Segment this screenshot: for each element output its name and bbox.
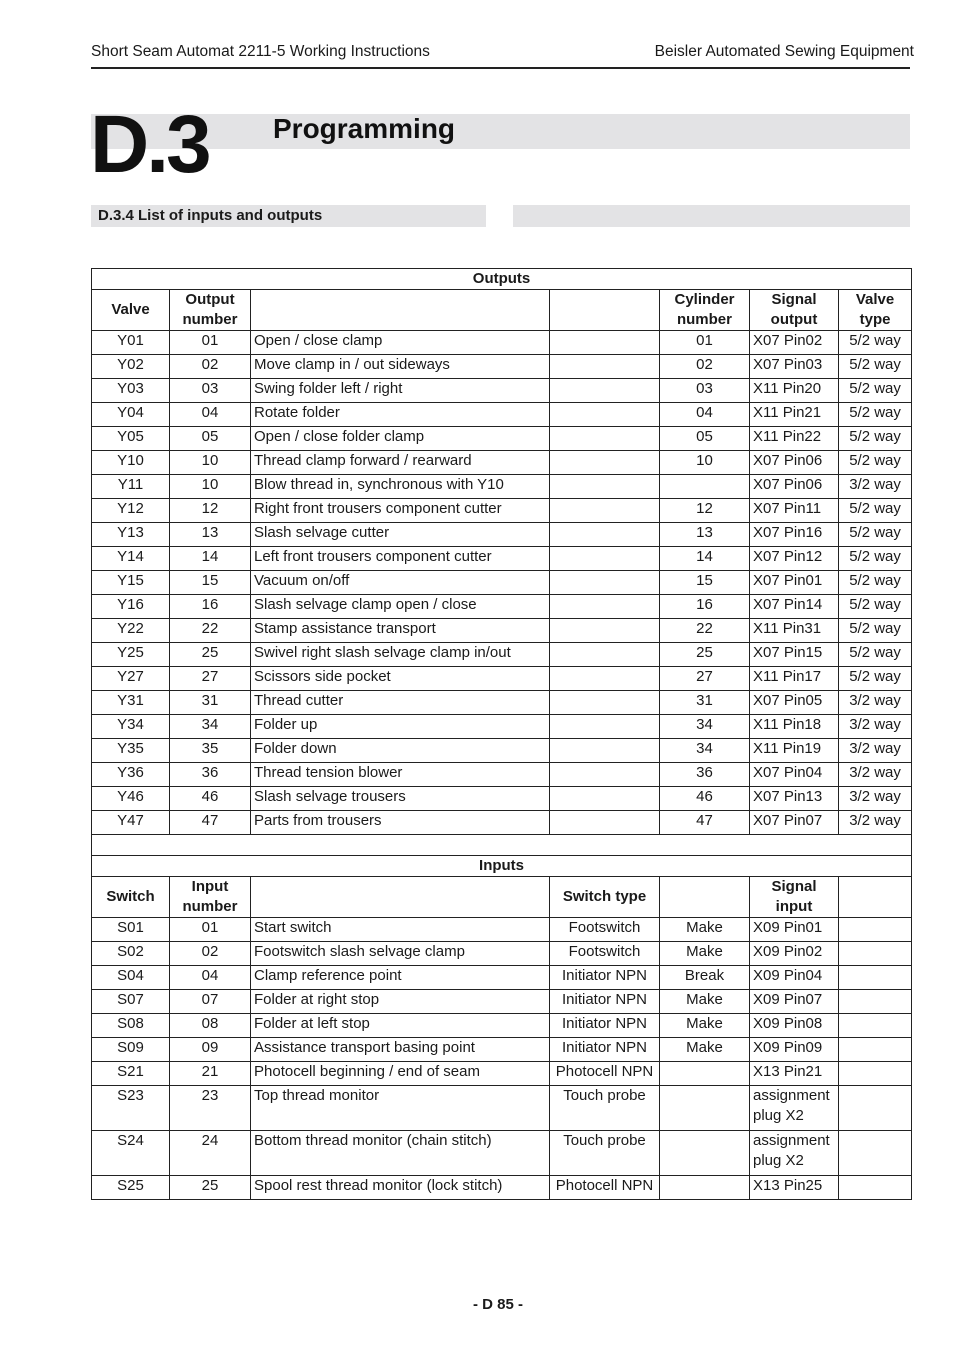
table-cell: 3/2 way — [839, 715, 912, 739]
table-cell — [550, 787, 660, 811]
table-cell: X07 Pin04 — [750, 763, 839, 787]
inputs-header-row — [92, 877, 912, 918]
table-cell: assignment plug X2 — [750, 1131, 839, 1176]
table-cell: 02 — [170, 942, 251, 966]
input-row — [92, 1131, 912, 1176]
output-row — [92, 331, 912, 355]
table-cell: Stamp assistance transport — [251, 619, 550, 643]
table-cell — [550, 475, 660, 499]
output-row — [92, 547, 912, 571]
table-cell — [550, 451, 660, 475]
output-row — [92, 763, 912, 787]
table-cell: Slash selvage cutter — [251, 523, 550, 547]
table-cell: Blow thread in, synchronous with Y10 — [251, 475, 550, 499]
input-row — [92, 1086, 912, 1131]
output-row — [92, 739, 912, 763]
table-cell: Y47 — [92, 811, 170, 835]
table-cell: 5/2 way — [839, 547, 912, 571]
table-cell: 10 — [170, 475, 251, 499]
table-cell: Make — [660, 990, 750, 1014]
column-header: Input number — [170, 877, 251, 918]
table-cell: 5/2 way — [839, 643, 912, 667]
output-row — [92, 715, 912, 739]
table-cell: 14 — [170, 547, 251, 571]
table-cell — [550, 355, 660, 379]
table-cell: 16 — [660, 595, 750, 619]
input-row — [92, 942, 912, 966]
table-cell: X07 Pin01 — [750, 571, 839, 595]
table-cell: Photocell NPN — [550, 1062, 660, 1086]
table-cell — [550, 715, 660, 739]
section-title-band-right — [513, 205, 910, 227]
table-cell: 47 — [660, 811, 750, 835]
table-cell: 34 — [660, 715, 750, 739]
table-cell: X11 Pin19 — [750, 739, 839, 763]
table-cell: X07 Pin16 — [750, 523, 839, 547]
table-cell: 02 — [660, 355, 750, 379]
table-cell: X11 Pin18 — [750, 715, 839, 739]
table-cell: 07 — [170, 990, 251, 1014]
table-cell: Y14 — [92, 547, 170, 571]
column-header — [251, 877, 550, 918]
table-cell: 01 — [170, 918, 251, 942]
table-cell: Thread tension blower — [251, 763, 550, 787]
output-row — [92, 643, 912, 667]
column-header: Cylinder number — [660, 290, 750, 331]
table-cell: 15 — [170, 571, 251, 595]
table-cell: 5/2 way — [839, 427, 912, 451]
table-cell: Vacuum on/off — [251, 571, 550, 595]
table-cell: 24 — [170, 1131, 251, 1176]
inputs-outputs-table — [91, 268, 912, 1200]
table-cell: X09 Pin07 — [750, 990, 839, 1014]
table-cell: X07 Pin15 — [750, 643, 839, 667]
table-cell: Y02 — [92, 355, 170, 379]
table-cell: 04 — [660, 403, 750, 427]
header-document-title: Short Seam Automat 2211-5 Working Instructions — [91, 43, 430, 60]
section-spacer — [92, 835, 912, 856]
table-cell: X09 Pin04 — [750, 966, 839, 990]
table-cell — [839, 942, 912, 966]
table-cell — [550, 691, 660, 715]
table-cell: Touch probe — [550, 1086, 660, 1131]
table-cell: X11 Pin21 — [750, 403, 839, 427]
table-cell: S24 — [92, 1131, 170, 1176]
table-cell: 02 — [170, 355, 251, 379]
table-cell: Initiator NPN — [550, 1038, 660, 1062]
table-cell: Scissors side pocket — [251, 667, 550, 691]
table-cell: X13 Pin25 — [750, 1176, 839, 1200]
table-cell — [550, 427, 660, 451]
table-cell: Initiator NPN — [550, 1014, 660, 1038]
table-cell: 47 — [170, 811, 251, 835]
input-row — [92, 990, 912, 1014]
output-row — [92, 787, 912, 811]
column-header: Switch type — [550, 877, 660, 918]
table-cell: 5/2 way — [839, 331, 912, 355]
header-divider — [91, 67, 910, 69]
table-cell — [550, 571, 660, 595]
table-cell: 34 — [170, 715, 251, 739]
table-cell: 03 — [660, 379, 750, 403]
table-cell: S02 — [92, 942, 170, 966]
table-cell: Y34 — [92, 715, 170, 739]
column-header — [550, 290, 660, 331]
table-cell: 5/2 way — [839, 403, 912, 427]
outputs-header-row — [92, 290, 912, 331]
inputs-section-title: Inputs — [92, 856, 912, 877]
table-cell — [839, 1131, 912, 1176]
output-row — [92, 355, 912, 379]
table-cell: Make — [660, 1038, 750, 1062]
table-cell: Swivel right slash selvage clamp in/out — [251, 643, 550, 667]
table-cell — [550, 739, 660, 763]
table-cell: Open / close folder clamp — [251, 427, 550, 451]
table-cell: X11 Pin20 — [750, 379, 839, 403]
table-cell: 04 — [170, 966, 251, 990]
table-cell: S21 — [92, 1062, 170, 1086]
table-cell: Make — [660, 1014, 750, 1038]
table-cell: 3/2 way — [839, 763, 912, 787]
table-cell: 5/2 way — [839, 619, 912, 643]
table-cell: Initiator NPN — [550, 990, 660, 1014]
table-cell: 13 — [170, 523, 251, 547]
table-cell: 01 — [170, 331, 251, 355]
table-cell: Y31 — [92, 691, 170, 715]
table-cell: X13 Pin21 — [750, 1062, 839, 1086]
table-cell: 08 — [170, 1014, 251, 1038]
table-cell: Y16 — [92, 595, 170, 619]
table-cell: 5/2 way — [839, 595, 912, 619]
table-cell: Left front trousers component cutter — [251, 547, 550, 571]
table-cell: 12 — [660, 499, 750, 523]
spacer-cell — [92, 835, 912, 856]
table-cell — [839, 1014, 912, 1038]
table-cell: 01 — [660, 331, 750, 355]
table-cell: Folder at left stop — [251, 1014, 550, 1038]
output-row — [92, 691, 912, 715]
table-cell — [660, 1086, 750, 1131]
table-cell — [660, 1131, 750, 1176]
table-cell: 27 — [660, 667, 750, 691]
table-cell: 3/2 way — [839, 787, 912, 811]
table-cell: 5/2 way — [839, 379, 912, 403]
table-cell: Y46 — [92, 787, 170, 811]
table-cell: Top thread monitor — [251, 1086, 550, 1131]
table-cell: Make — [660, 918, 750, 942]
table-cell: Photocell beginning / end of seam — [251, 1062, 550, 1086]
table-cell — [550, 403, 660, 427]
table-cell — [550, 811, 660, 835]
table-cell: X07 Pin05 — [750, 691, 839, 715]
table-cell — [660, 1176, 750, 1200]
table-cell: 25 — [170, 643, 251, 667]
table-cell: 5/2 way — [839, 355, 912, 379]
table-cell: Y27 — [92, 667, 170, 691]
table-cell: Slash selvage trousers — [251, 787, 550, 811]
table-cell: X09 Pin01 — [750, 918, 839, 942]
table-cell: 3/2 way — [839, 475, 912, 499]
table-cell: Y04 — [92, 403, 170, 427]
output-row — [92, 475, 912, 499]
table-cell: 16 — [170, 595, 251, 619]
table-cell: 12 — [170, 499, 251, 523]
table-cell: Photocell NPN — [550, 1176, 660, 1200]
section-title: D.3.4 List of inputs and outputs — [98, 207, 323, 224]
table-cell: Y12 — [92, 499, 170, 523]
page-number: - D 85 - — [472, 1296, 523, 1313]
table-cell: 5/2 way — [839, 451, 912, 475]
table-cell: assignment plug X2 — [750, 1086, 839, 1131]
table-cell: Thread clamp forward / rearward — [251, 451, 550, 475]
table-cell: Folder at right stop — [251, 990, 550, 1014]
table-cell — [839, 918, 912, 942]
table-cell: Folder down — [251, 739, 550, 763]
column-header — [251, 290, 550, 331]
column-header: Switch — [92, 877, 170, 918]
table-cell: X07 Pin14 — [750, 595, 839, 619]
table-cell: S07 — [92, 990, 170, 1014]
output-row — [92, 667, 912, 691]
table-cell: 5/2 way — [839, 571, 912, 595]
table-cell: X07 Pin03 — [750, 355, 839, 379]
table-cell: 05 — [170, 427, 251, 451]
table-cell: 14 — [660, 547, 750, 571]
output-row — [92, 499, 912, 523]
table-cell: Start switch — [251, 918, 550, 942]
table-cell: 27 — [170, 667, 251, 691]
output-row — [92, 811, 912, 835]
table-cell: Make — [660, 942, 750, 966]
table-cell: Touch probe — [550, 1131, 660, 1176]
table-cell — [839, 1062, 912, 1086]
table-cell: Y11 — [92, 475, 170, 499]
table-cell: 34 — [660, 739, 750, 763]
table-cell: 46 — [660, 787, 750, 811]
output-row — [92, 571, 912, 595]
outputs-section-title: Outputs — [92, 269, 912, 290]
table-cell: Footswitch — [550, 942, 660, 966]
table-cell — [550, 547, 660, 571]
column-header — [839, 877, 912, 918]
table-cell: 3/2 way — [839, 691, 912, 715]
table-cell: X11 Pin31 — [750, 619, 839, 643]
table-cell: Y15 — [92, 571, 170, 595]
table-cell: S08 — [92, 1014, 170, 1038]
table-cell: Open / close clamp — [251, 331, 550, 355]
table-cell: Clamp reference point — [251, 966, 550, 990]
table-cell — [550, 499, 660, 523]
table-cell: S09 — [92, 1038, 170, 1062]
table-cell — [550, 331, 660, 355]
table-cell: X11 Pin22 — [750, 427, 839, 451]
table-cell: 13 — [660, 523, 750, 547]
table-cell: Y05 — [92, 427, 170, 451]
table-cell: Move clamp in / out sideways — [251, 355, 550, 379]
table-cell — [550, 523, 660, 547]
table-cell: Y03 — [92, 379, 170, 403]
column-header — [660, 877, 750, 918]
table-cell: 10 — [660, 451, 750, 475]
output-row — [92, 427, 912, 451]
table-cell: Y22 — [92, 619, 170, 643]
table-cell: X09 Pin08 — [750, 1014, 839, 1038]
chapter-number: D.3 — [90, 99, 209, 190]
table-cell: X11 Pin17 — [750, 667, 839, 691]
table-cell — [839, 1176, 912, 1200]
table-cell: 22 — [170, 619, 251, 643]
table-cell: 3/2 way — [839, 811, 912, 835]
table-cell: X07 Pin02 — [750, 331, 839, 355]
output-row — [92, 403, 912, 427]
column-header: Signal input — [750, 877, 839, 918]
table-cell: Swing folder left / right — [251, 379, 550, 403]
table-cell: 09 — [170, 1038, 251, 1062]
column-header: Output number — [170, 290, 251, 331]
table-cell: 5/2 way — [839, 499, 912, 523]
table-cell: Rotate folder — [251, 403, 550, 427]
table-cell: Y10 — [92, 451, 170, 475]
table-cell: 10 — [170, 451, 251, 475]
input-row — [92, 1062, 912, 1086]
table-cell: 5/2 way — [839, 667, 912, 691]
table-cell — [839, 1086, 912, 1131]
table-cell: X09 Pin02 — [750, 942, 839, 966]
table-cell: X07 Pin11 — [750, 499, 839, 523]
table-cell: Right front trousers component cutter — [251, 499, 550, 523]
table-cell: 21 — [170, 1062, 251, 1086]
table-cell: X07 Pin12 — [750, 547, 839, 571]
output-row — [92, 523, 912, 547]
table-cell: 31 — [170, 691, 251, 715]
table-cell: X07 Pin06 — [750, 475, 839, 499]
table-cell: 31 — [660, 691, 750, 715]
table-cell: 25 — [660, 643, 750, 667]
table-cell: Break — [660, 966, 750, 990]
table-cell: Footswitch — [550, 918, 660, 942]
header-company-name: Beisler Automated Sewing Equipment — [654, 43, 914, 60]
table-cell: Y13 — [92, 523, 170, 547]
table-cell: Bottom thread monitor (chain stitch) — [251, 1131, 550, 1176]
table-cell: 36 — [170, 763, 251, 787]
table-cell: Y25 — [92, 643, 170, 667]
output-row — [92, 619, 912, 643]
table-cell — [550, 643, 660, 667]
table-cell: 3/2 way — [839, 739, 912, 763]
table-cell: S04 — [92, 966, 170, 990]
column-header: Valve type — [839, 290, 912, 331]
column-header: Signal output — [750, 290, 839, 331]
input-row — [92, 1038, 912, 1062]
table-cell: Y36 — [92, 763, 170, 787]
table-cell: 05 — [660, 427, 750, 451]
table-cell: 22 — [660, 619, 750, 643]
table-cell: 23 — [170, 1086, 251, 1131]
table-cell — [550, 667, 660, 691]
input-row — [92, 1176, 912, 1200]
table-cell: S01 — [92, 918, 170, 942]
table-cell — [839, 966, 912, 990]
input-row — [92, 918, 912, 942]
table-cell: X07 Pin06 — [750, 451, 839, 475]
table-cell: 04 — [170, 403, 251, 427]
input-row — [92, 966, 912, 990]
table-cell: S25 — [92, 1176, 170, 1200]
chapter-title-band — [91, 114, 910, 149]
table-cell: 5/2 way — [839, 523, 912, 547]
output-row — [92, 451, 912, 475]
chapter-title: Programming — [273, 113, 456, 144]
output-row — [92, 595, 912, 619]
table-cell — [839, 990, 912, 1014]
table-cell: X07 Pin07 — [750, 811, 839, 835]
column-header: Valve — [92, 290, 170, 331]
table-cell: Folder up — [251, 715, 550, 739]
table-cell — [550, 379, 660, 403]
table-cell: Assistance transport basing point — [251, 1038, 550, 1062]
table-cell: Spool rest thread monitor (lock stitch) — [251, 1176, 550, 1200]
table-cell — [550, 763, 660, 787]
table-cell — [550, 619, 660, 643]
table-cell — [839, 1038, 912, 1062]
table-cell: S23 — [92, 1086, 170, 1131]
table-cell — [660, 475, 750, 499]
input-row — [92, 1014, 912, 1038]
table-cell: 36 — [660, 763, 750, 787]
table-cell: 03 — [170, 379, 251, 403]
table-cell: Initiator NPN — [550, 966, 660, 990]
table-cell — [550, 595, 660, 619]
table-cell: X07 Pin13 — [750, 787, 839, 811]
table-cell: 15 — [660, 571, 750, 595]
output-row — [92, 379, 912, 403]
table-cell: 35 — [170, 739, 251, 763]
table-cell: 25 — [170, 1176, 251, 1200]
table-cell: Thread cutter — [251, 691, 550, 715]
table-cell — [660, 1062, 750, 1086]
table-cell: Parts from trousers — [251, 811, 550, 835]
table-cell: Y35 — [92, 739, 170, 763]
table-cell: Slash selvage clamp open / close — [251, 595, 550, 619]
table-cell: Y01 — [92, 331, 170, 355]
table-cell: 46 — [170, 787, 251, 811]
table-cell: Footswitch slash selvage clamp — [251, 942, 550, 966]
table-cell: X09 Pin09 — [750, 1038, 839, 1062]
